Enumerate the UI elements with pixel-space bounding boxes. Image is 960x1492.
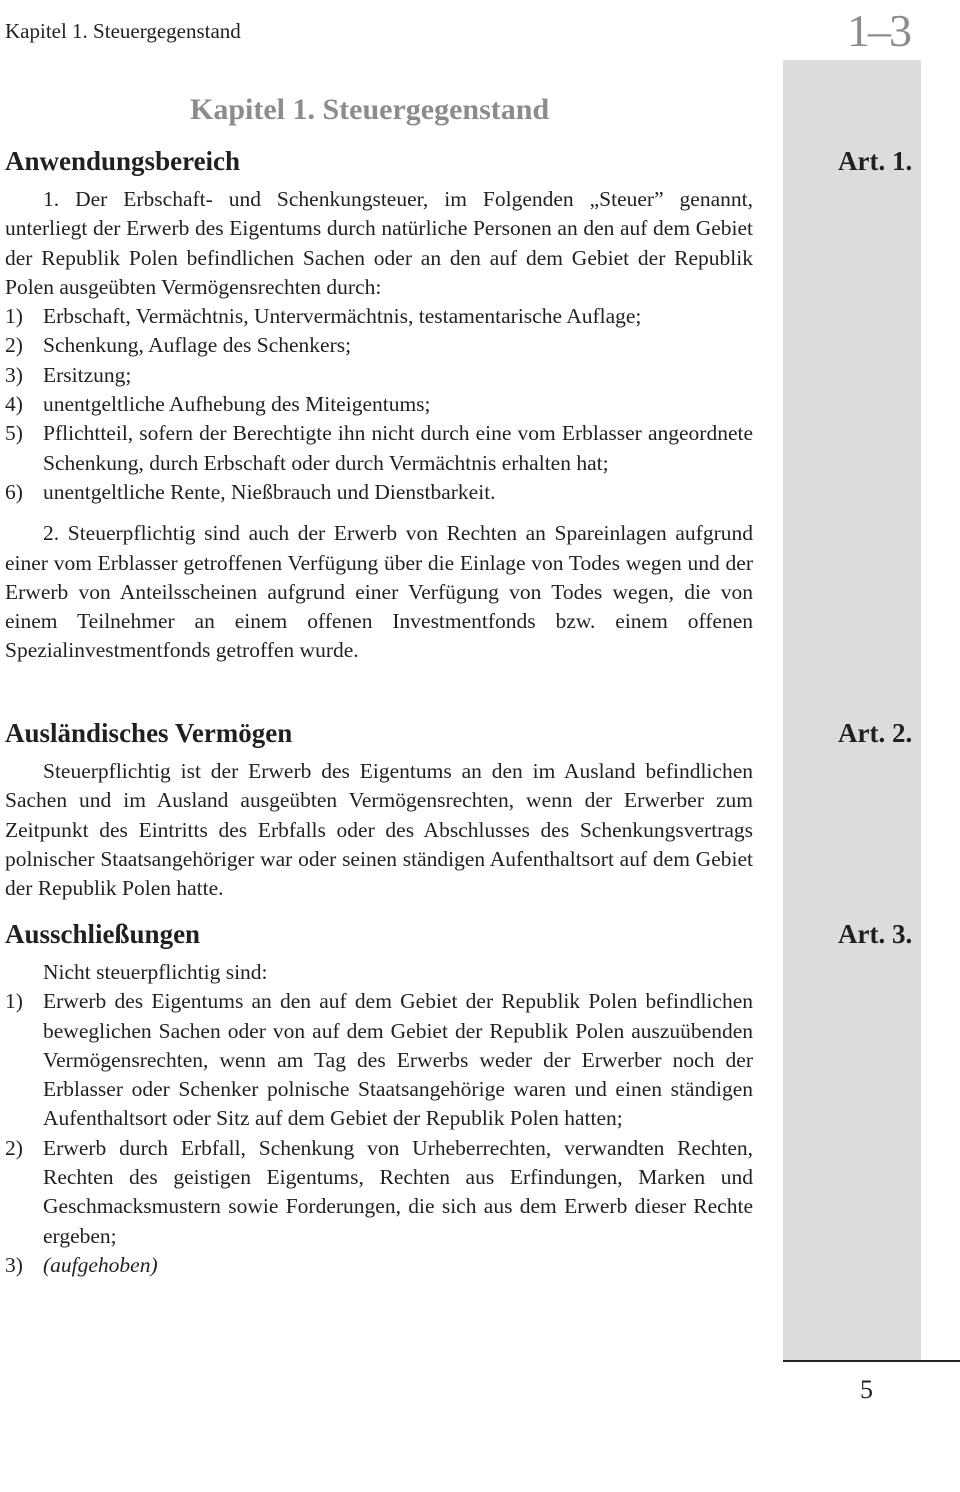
margin-sidebar: [783, 60, 921, 1360]
article-range: 1–3: [847, 5, 910, 56]
list-item: 6) unentgeltliche Rente, Nießbrauch und Dienstbarkeit.: [5, 479, 496, 504]
list-item: 1) Erbschaft, Vermächtnis, Untervermächtnis, testamentarische Auflage;: [5, 304, 642, 329]
art-label-3: Art. 3.: [838, 919, 913, 949]
list-item: 4) unentgeltliche Aufhebung des Miteigentums;: [5, 392, 431, 417]
chapter-title: Kapitel 1. Steuergegenstand: [190, 93, 550, 126]
list-item: 3) (aufgehoben): [5, 1252, 158, 1277]
repealed-note: (aufgehoben): [43, 1252, 158, 1277]
art1-para1: 1. Der Erbschaft- und Schenkungsteuer, im Folgenden „Steuer” genannt, unterliegt der Erwerb des Eigentums durch natürliche Personen an den auf dem Gebiet der Republik Polen befindlichen Sachen oder an den auf dem Gebiet der Republik Polen ausgeübten Vermögensrechten durch:: [5, 187, 753, 299]
art3-intro: Nicht steuerpflichtig sind:: [43, 960, 268, 984]
art2-para: Steuerpflichtig ist der Erwerb des Eigentums an den im Ausland befindlichen Sachen und im Ausland ausgeübten Vermögensrechten, wenn der Erwerber zum Zeitpunkt des Eintritts des Erbfalls oder des Abschlusses des Schenkungsvertrags polnischer Staatsangehöriger war oder seinen ständigen Aufenthaltsort auf dem Gebiet der Republik Polen hatte.: [5, 759, 753, 901]
list-item: 2) Erwerb durch Erbfall, Schenkung von Urheberrechten, verwandten Rechten, Rechten des geistigen Eigentums, Rechten aus Erfindungen, Marken und Geschmacksmustern sowie Forderungen, die sich aus dem Erwerb dieser Rechte ergeben;: [5, 1135, 753, 1248]
art3-body: [5, 958, 753, 1280]
art1-para2: 2. Steuerpflichtig sind auch der Erwerb von Rechten an Spareinlagen aufgrund einer vom Erblasser getroffenen Verfügung über die Einlage von Todes wegen und der Erwerb von Anteilsscheinen aufgrund einer Verfügung von Todes wegen, die von einem Teilnehmer an einem offenen Investmentfonds bzw. einem offenen Spezialinvestmentfonds getroffen wurde.: [5, 521, 753, 663]
list-item: 5) Pflichtteil, sofern der Berechtigte ihn nicht durch eine vom Erblasser angeordnete Schenkung, durch Erbschaft oder durch Vermächtnis erhalten hat;: [5, 421, 753, 475]
art1-body: [5, 185, 753, 666]
art-label-2: Art. 2.: [838, 718, 913, 748]
list-item: 1) Erwerb des Eigentums an den auf dem Gebiet der Republik Polen befindlichen beweglichen Sachen oder von auf dem Gebiet der Republik Polen auszuübenden Vermögensrechten, wenn am Tag des Erwerbs weder der Erwerber noch der Erblasser oder Schenker polnische Staatsangehörige waren und einen ständigen Aufenthaltsort oder Sitz auf dem Gebiet der Republik Polen hatten;: [5, 989, 753, 1131]
list-item: 2) Schenkung, Auflage des Schenkers;: [5, 333, 352, 358]
art1-list: [5, 302, 753, 507]
heading-anwendungsbereich: Anwendungsbereich: [5, 146, 241, 176]
art3-list: [5, 987, 753, 1280]
art2-body: [5, 757, 753, 903]
heading-auslaendisches-vermoegen: Ausländisches Vermögen: [5, 718, 293, 748]
page-number: 5: [860, 1375, 873, 1404]
heading-ausschliessungen: Ausschließungen: [5, 919, 201, 949]
sidebar-divider: [783, 1360, 960, 1362]
list-item: 3) Ersitzung;: [5, 362, 132, 387]
art-label-1: Art. 1.: [838, 146, 913, 176]
running-head: Kapitel 1. Steuergegenstand: [5, 19, 241, 43]
